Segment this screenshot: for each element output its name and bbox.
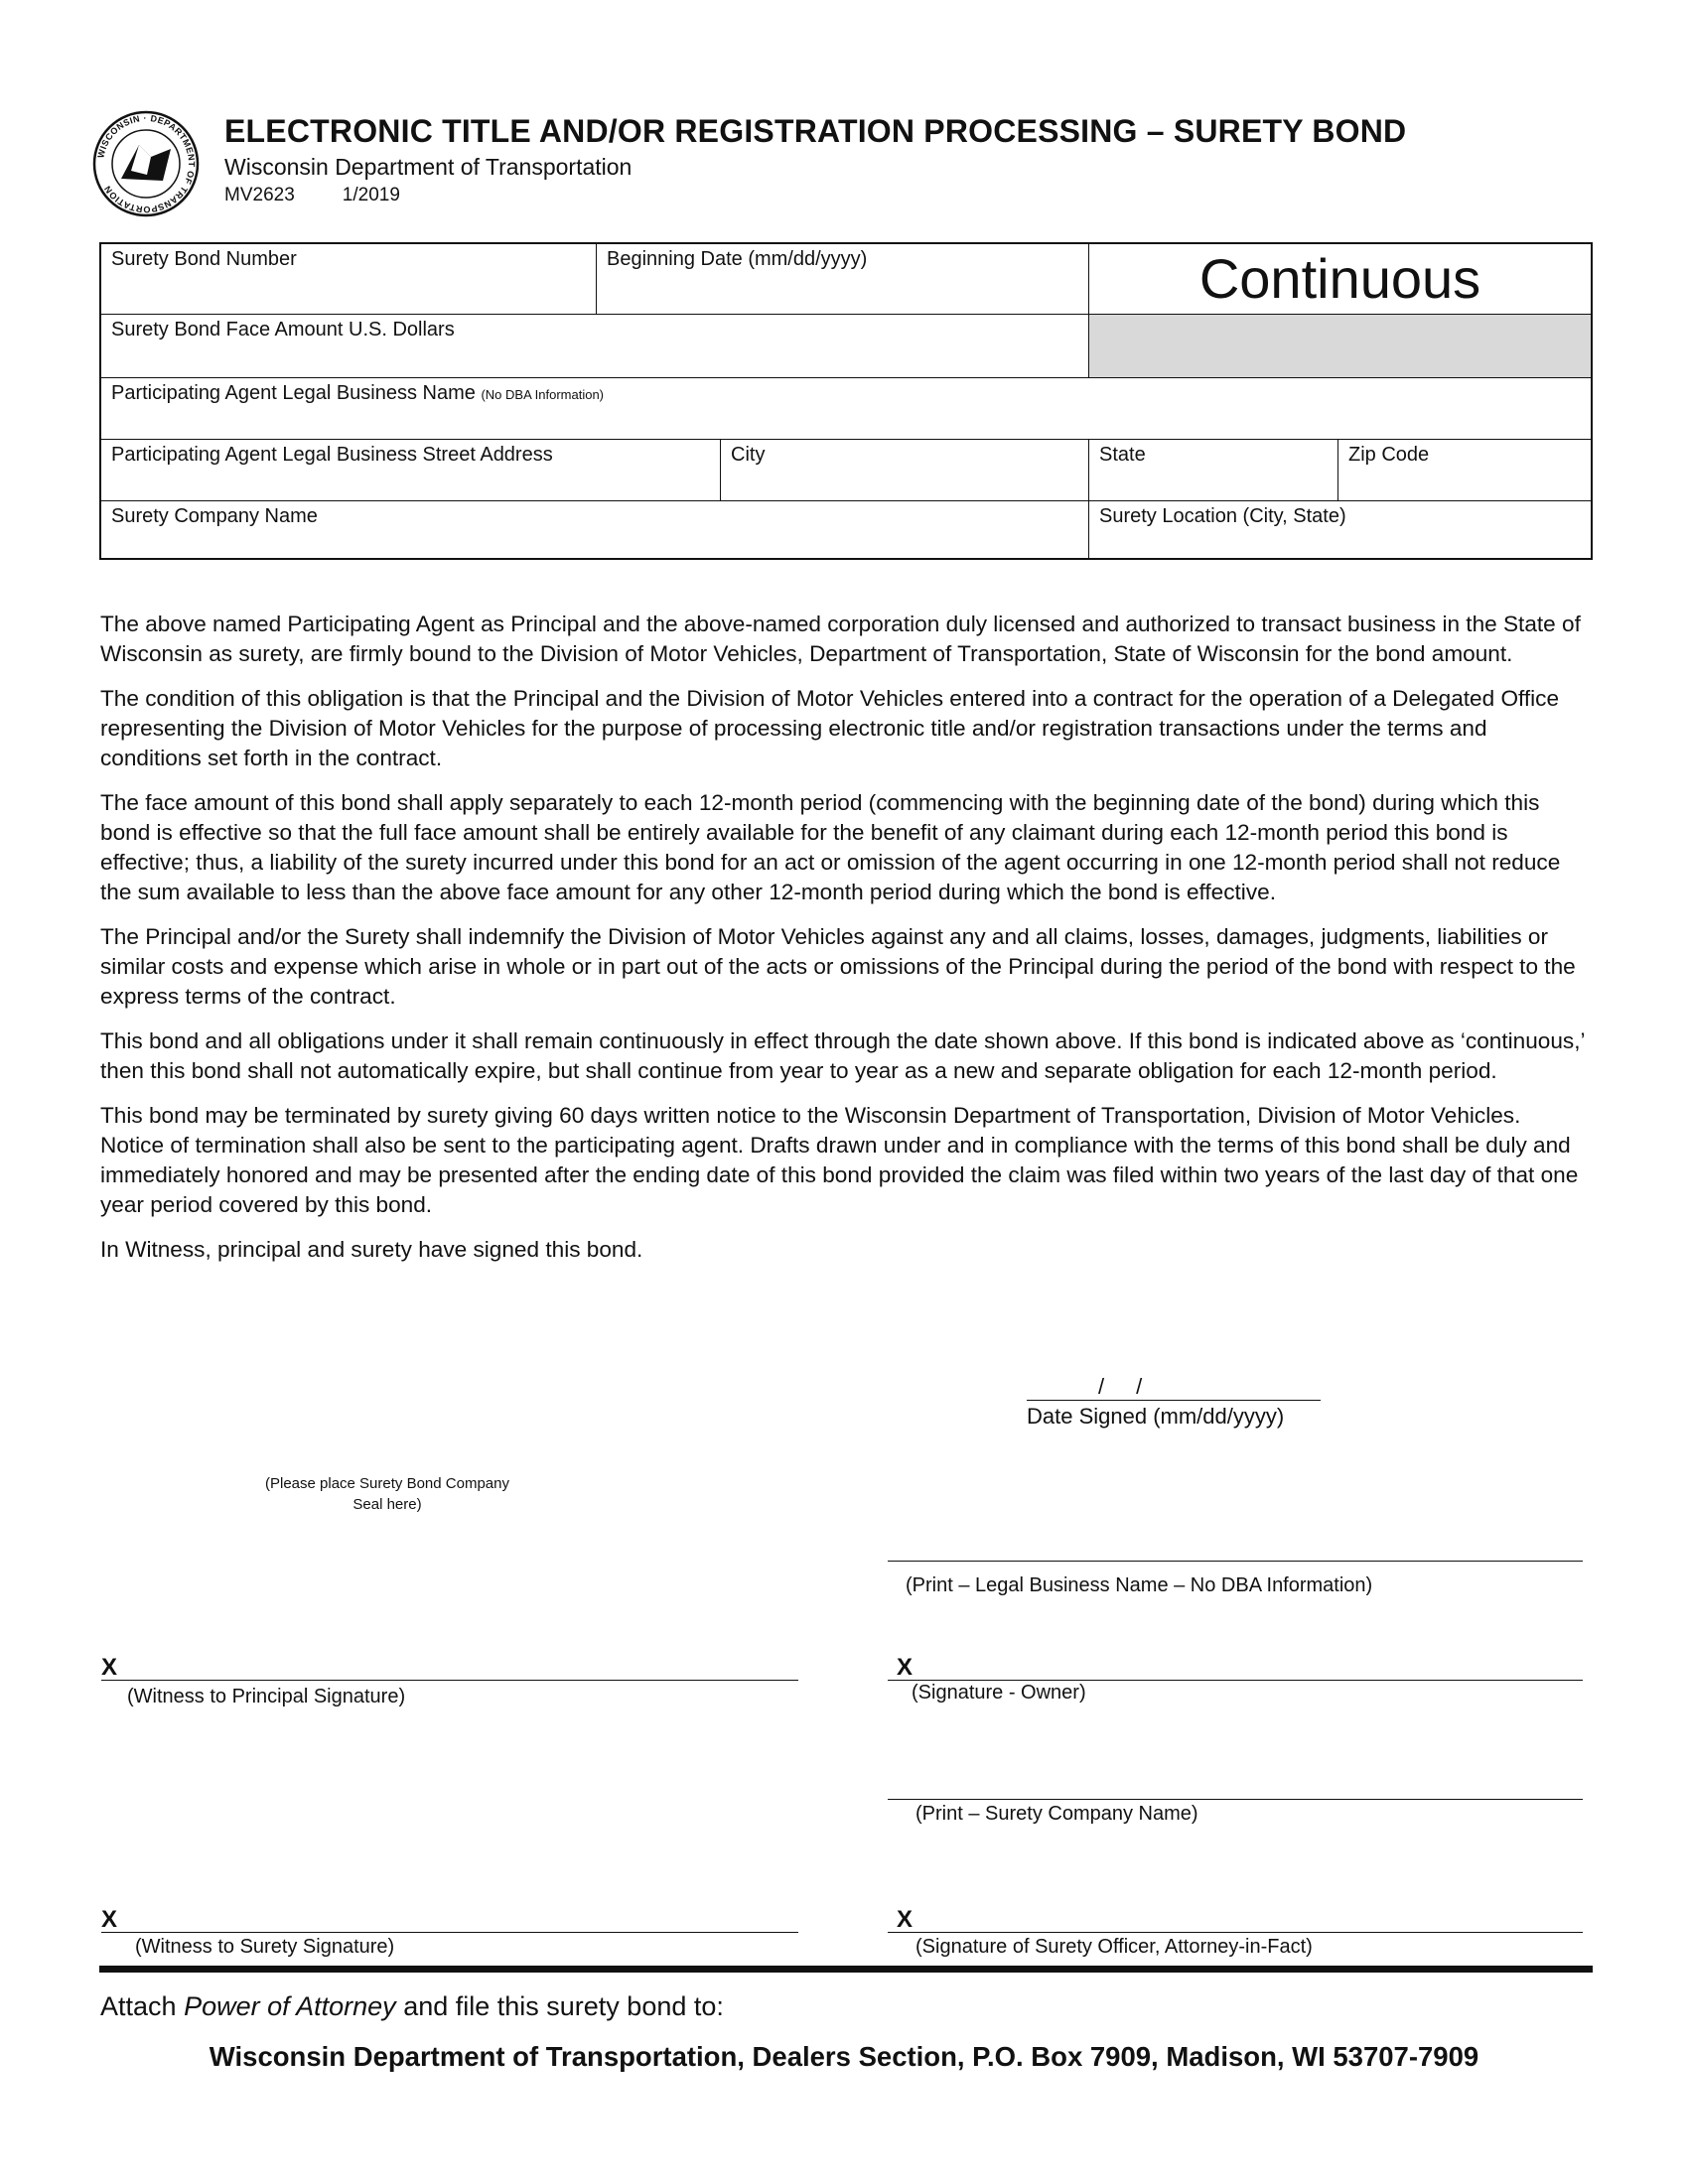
surety-company-field[interactable] <box>101 500 1088 558</box>
agent-legal-name-label: Participating Agent Legal Business Name <box>111 382 476 404</box>
attach-suffix: and file this surety bond to: <box>403 1991 724 2021</box>
officer-signature-label: (Signature of Surety Officer, Attorney-in-Fact) <box>915 1936 1313 1958</box>
state-label: State <box>1099 444 1146 466</box>
attach-instructions <box>100 1991 724 2022</box>
officer-signature-line[interactable] <box>888 1932 1583 1933</box>
print-business-label: (Print – Legal Business Name – No DBA Information) <box>906 1574 1373 1596</box>
face-amount-field[interactable] <box>101 314 1088 377</box>
print-surety-line[interactable] <box>888 1799 1583 1800</box>
x-mark: X <box>897 1654 914 1681</box>
attach-prefix: Attach <box>100 1991 177 2021</box>
state-field[interactable] <box>1088 439 1337 500</box>
surety-location-label: Surety Location (City, State) <box>1099 505 1346 527</box>
form-id: MV2623 <box>224 185 295 205</box>
continuous-text: Continuous <box>1198 247 1481 310</box>
paragraph: This bond and all obligations under it shall remain continuously in effect through the date shown above. If this bond is indicated above as ‘continuous,’ then this bond shall not automatically expire, but shall continue from year to year as a new and separate obligation for each 12-month period. <box>100 1028 1585 1083</box>
mailing-address: Wisconsin Department of Transportation, Dealers Section, P.O. Box 7909, Madison, WI 53707-7909 <box>209 2041 1479 2072</box>
wisdot-seal-logo <box>91 109 201 218</box>
zip-label: Zip Code <box>1348 444 1430 466</box>
date-slashes <box>1098 1374 1142 1400</box>
bond-info-grid <box>99 242 1593 560</box>
seal-placement-note <box>238 1473 536 1515</box>
x-mark: X <box>101 1654 118 1681</box>
seal-note-line2: Seal here) <box>352 1496 422 1513</box>
owner-signature-label: (Signature - Owner) <box>912 1682 1086 1704</box>
surety-bond-number-label: Surety Bond Number <box>111 248 297 270</box>
city-label: City <box>731 444 766 466</box>
agent-legal-name-field[interactable] <box>101 377 1591 439</box>
x-mark: X <box>101 1906 118 1933</box>
power-of-attorney-text: Power of Attorney <box>184 1991 396 2021</box>
form-revision-date: 1/2019 <box>342 185 400 205</box>
zip-field[interactable] <box>1337 439 1591 500</box>
face-amount-label: Surety Bond Face Amount U.S. Dollars <box>111 319 455 341</box>
surety-company-label: Surety Company Name <box>111 505 318 527</box>
beginning-date-label: Beginning Date (mm/dd/yyyy) <box>607 248 868 270</box>
no-dba-note: (No DBA Information) <box>481 387 604 402</box>
print-surety-label: (Print – Surety Company Name) <box>915 1803 1198 1825</box>
paragraph: This bond may be terminated by surety giving 60 days written notice to the Wisconsin Department of Transportation, Division of Motor Vehicles. Notice of termination shall also be sent to the participating agent. Drafts drawn under and in compliance with the terms of this bond shall be duly and immediately honored and may be presented after the ending date of this bond provided the claim was filed within two years of the last day of that one year period covered by this bond. <box>100 1103 1579 1217</box>
witness-principal-label: (Witness to Principal Signature) <box>127 1686 406 1707</box>
form-number <box>224 185 400 206</box>
city-field[interactable] <box>720 439 1088 500</box>
agent-street-label: Participating Agent Legal Business Street Address <box>111 444 553 466</box>
shaded-cell <box>1088 314 1591 377</box>
paragraph: The condition of this obligation is that the Principal and the Division of Motor Vehicles entered into a contract for the operation of a Delegated Office representing the Division of Motor Vehicles for the purpose of processing electronic title and/or registration transactions under the terms and conditions set forth in the contract. <box>100 686 1560 770</box>
continuous-field <box>1088 244 1591 314</box>
surety-bond-number-field[interactable] <box>101 244 596 314</box>
seal-note-line1: (Please place Surety Bond Company <box>265 1475 509 1492</box>
bond-terms <box>100 610 1590 1280</box>
paragraph: The above named Participating Agent as Principal and the above-named corporation duly licensed and authorized to transact business in the State of Wisconsin as surety, are firmly bound to the Division of Motor Vehicles, Department of Transportation, State of Wisconsin for the bond amount. <box>100 612 1581 666</box>
form-title: ELECTRONIC TITLE AND/OR REGISTRATION PROCESSING – SURETY BOND <box>224 113 1407 149</box>
paragraph: The face amount of this bond shall apply separately to each 12-month period (commencing with the beginning date of the bond) during which this bond is effective so that the full face amount shall be entirely available for the benefit of any claimant during each 12-month period this bond is effective; thus, a liability of the surety incurred under this bond for an act or omission of the agent occurring in one 12-month period shall not reduce the sum available to less than the above face amount for any other 12-month period during which the bond is effective. <box>100 790 1561 904</box>
witness-surety-line[interactable] <box>101 1932 798 1933</box>
print-business-line[interactable] <box>888 1561 1583 1562</box>
surety-location-field[interactable] <box>1088 500 1591 558</box>
footer-rule <box>99 1966 1593 1973</box>
witness-principal-line[interactable] <box>101 1680 798 1681</box>
beginning-date-field[interactable] <box>596 244 1088 314</box>
x-mark: X <box>897 1906 914 1933</box>
svg-text:WISCONSIN · DEPARTMENT OF TRAN: WISCONSIN · DEPARTMENT OF TRANSPORTATION <box>95 112 198 215</box>
date-signed-line[interactable] <box>1027 1400 1321 1401</box>
paragraph: In Witness, principal and surety have signed this bond. <box>100 1237 643 1262</box>
date-signed-label: Date Signed (mm/dd/yyyy) <box>1027 1404 1285 1429</box>
agent-street-field[interactable] <box>101 439 720 500</box>
date-slash: / <box>1136 1374 1143 1399</box>
agency-name: Wisconsin Department of Transportation <box>224 154 633 180</box>
paragraph: The Principal and/or the Surety shall indemnify the Division of Motor Vehicles against any and all claims, losses, damages, judgments, liabilities or similar costs and expense which arise in whole or in part out of the acts or omissions of the Principal during the period of the bond with respect to the express terms of the contract. <box>100 924 1576 1009</box>
witness-surety-label: (Witness to Surety Signature) <box>135 1936 395 1958</box>
owner-signature-line[interactable] <box>888 1680 1583 1681</box>
date-slash: / <box>1098 1374 1105 1399</box>
